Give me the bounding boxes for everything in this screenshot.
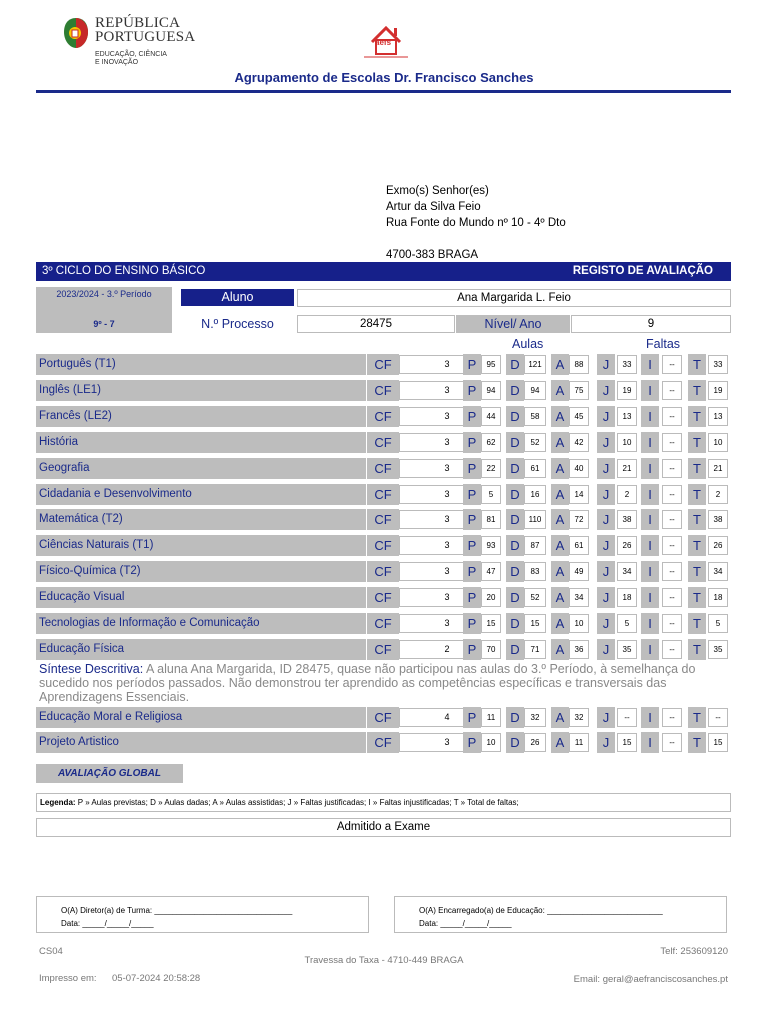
t-value: 26 <box>708 536 728 555</box>
d-value: 71 <box>524 640 546 659</box>
t-value: -- <box>708 708 728 727</box>
j-value: 5 <box>617 614 637 633</box>
j-value: 18 <box>617 588 637 607</box>
j-value: 33 <box>617 355 637 374</box>
t-value: 33 <box>708 355 728 374</box>
i-key: I <box>641 458 659 479</box>
j-key: J <box>597 561 615 582</box>
p-key: P <box>463 561 481 582</box>
t-key: T <box>688 432 706 453</box>
d-value: 52 <box>524 433 546 452</box>
a-key: A <box>551 639 569 660</box>
j-value: 26 <box>617 536 637 555</box>
t-value: 10 <box>708 433 728 452</box>
d-value: 16 <box>524 485 546 504</box>
subject-row <box>36 535 731 556</box>
subject-row <box>36 458 731 479</box>
j-value: -- <box>617 708 637 727</box>
subject-name: Físico-Química (T2) <box>36 561 366 582</box>
cf-value: 3 <box>399 510 495 529</box>
subject-name: Tecnologias de Informação e Comunicação <box>36 613 366 634</box>
d-value: 52 <box>524 588 546 607</box>
p-value: 20 <box>481 588 501 607</box>
i-key: I <box>641 354 659 375</box>
p-key: P <box>463 380 481 401</box>
d-key: D <box>506 707 524 728</box>
printed-label: Impresso em: <box>39 973 97 984</box>
sintese-text: A aluna Ana Margarida, ID 28475, quase não participou nas aulas do 3.º Período, à semelhança do sucedido nos períodos passados. Não demonstrou ter aprendido as competências específicas e transversais das Aprendizagens Essenciais. <box>39 662 696 704</box>
government-logo <box>62 15 196 68</box>
p-value: 5 <box>481 485 501 504</box>
j-value: 13 <box>617 407 637 426</box>
i-key: I <box>641 535 659 556</box>
d-key: D <box>506 587 524 608</box>
j-key: J <box>597 639 615 660</box>
d-value: 110 <box>524 510 546 529</box>
t-value: 38 <box>708 510 728 529</box>
t-key: T <box>688 509 706 530</box>
p-key: P <box>463 613 481 634</box>
processo-label: N.º Processo <box>201 317 274 331</box>
i-value: -- <box>662 510 682 529</box>
a-value: 32 <box>569 708 589 727</box>
subject-name: Cidadania e Desenvolvimento <box>36 484 366 505</box>
i-value: -- <box>662 708 682 727</box>
school-address: Travessa do Taxa - 4710-449 BRAGA <box>304 955 464 966</box>
i-value: -- <box>662 355 682 374</box>
j-value: 34 <box>617 562 637 581</box>
subject-name: Inglês (LE1) <box>36 380 366 401</box>
d-value: 94 <box>524 381 546 400</box>
t-key: T <box>688 707 706 728</box>
cycle-label: 3º CICLO DO ENSINO BÁSICO <box>42 265 206 277</box>
d-key: D <box>506 354 524 375</box>
legend <box>36 793 731 812</box>
subject-name: Educação Física <box>36 639 366 660</box>
ministry-line2: E INOVAÇÃO <box>95 59 139 66</box>
a-value: 49 <box>569 562 589 581</box>
faltas-header: Faltas <box>646 337 681 351</box>
a-value: 34 <box>569 588 589 607</box>
i-value: -- <box>662 433 682 452</box>
t-key: T <box>688 458 706 479</box>
cf-key: CF <box>367 484 399 505</box>
d-key: D <box>506 639 524 660</box>
class-label: 9º - 7 <box>93 319 115 329</box>
p-value: 15 <box>481 614 501 633</box>
i-value: -- <box>662 640 682 659</box>
report-banner <box>36 262 731 281</box>
j-value: 15 <box>617 733 637 752</box>
aluno-label: Aluno <box>181 289 294 306</box>
i-key: I <box>641 406 659 427</box>
subject-row <box>36 732 731 753</box>
p-key: P <box>463 509 481 530</box>
j-key: J <box>597 707 615 728</box>
t-key: T <box>688 380 706 401</box>
p-value: 22 <box>481 459 501 478</box>
a-key: A <box>551 380 569 401</box>
j-value: 10 <box>617 433 637 452</box>
p-key: P <box>463 639 481 660</box>
a-key: A <box>551 587 569 608</box>
p-key: P <box>463 587 481 608</box>
j-key: J <box>597 613 615 634</box>
p-key: P <box>463 535 481 556</box>
d-key: D <box>506 535 524 556</box>
d-value: 87 <box>524 536 546 555</box>
cf-key: CF <box>367 354 399 375</box>
j-key: J <box>597 732 615 753</box>
i-value: -- <box>662 733 682 752</box>
document-code: CS04 <box>39 946 63 957</box>
t-value: 18 <box>708 588 728 607</box>
d-value: 121 <box>524 355 546 374</box>
d-key: D <box>506 458 524 479</box>
subject-row <box>36 639 731 660</box>
j-value: 2 <box>617 485 637 504</box>
a-key: A <box>551 354 569 375</box>
subject-row <box>36 509 731 530</box>
gov-name-line2: PORTUGUESA <box>95 29 196 45</box>
subject-name: Ciências Naturais (T1) <box>36 535 366 556</box>
a-key: A <box>551 613 569 634</box>
header-divider <box>36 90 731 93</box>
d-value: 61 <box>524 459 546 478</box>
subject-row <box>36 380 731 401</box>
subject-row <box>36 406 731 427</box>
recipient-name: Artur da Silva Feio <box>386 201 481 213</box>
i-value: -- <box>662 407 682 426</box>
salutation: Exmo(s) Senhor(es) <box>386 185 489 197</box>
d-key: D <box>506 732 524 753</box>
d-key: D <box>506 432 524 453</box>
cf-key: CF <box>367 732 399 753</box>
a-key: A <box>551 432 569 453</box>
cf-key: CF <box>367 380 399 401</box>
p-key: P <box>463 432 481 453</box>
director-signature-line: O(A) Diretor(a) de Turma: _______________________________ <box>61 906 293 915</box>
school-name: Agrupamento de Escolas Dr. Francisco Sanches <box>234 70 534 85</box>
j-key: J <box>597 509 615 530</box>
cf-value: 3 <box>399 485 495 504</box>
p-value: 10 <box>481 733 501 752</box>
subject-row <box>36 613 731 634</box>
a-key: A <box>551 484 569 505</box>
p-value: 47 <box>481 562 501 581</box>
i-key: I <box>641 732 659 753</box>
i-value: -- <box>662 459 682 478</box>
avaliacao-global-label: AVALIAÇÃO GLOBAL <box>36 764 183 783</box>
a-value: 36 <box>569 640 589 659</box>
d-key: D <box>506 406 524 427</box>
i-value: -- <box>662 536 682 555</box>
cf-key: CF <box>367 509 399 530</box>
p-value: 95 <box>481 355 501 374</box>
a-value: 88 <box>569 355 589 374</box>
subject-row <box>36 707 731 728</box>
i-value: -- <box>662 562 682 581</box>
a-key: A <box>551 535 569 556</box>
subject-row <box>36 484 731 505</box>
p-key: P <box>463 354 481 375</box>
period-class-panel <box>36 287 172 333</box>
p-value: 93 <box>481 536 501 555</box>
aluno-value: Ana Margarida L. Feio <box>297 289 731 307</box>
cf-value: 3 <box>399 355 495 374</box>
sintese-label: Síntese Descritiva: <box>39 662 144 676</box>
j-value: 19 <box>617 381 637 400</box>
cf-value: 3 <box>399 588 495 607</box>
d-key: D <box>506 484 524 505</box>
cf-value: 3 <box>399 407 495 426</box>
a-value: 40 <box>569 459 589 478</box>
a-key: A <box>551 509 569 530</box>
subject-row <box>36 561 731 582</box>
cf-key: CF <box>367 587 399 608</box>
cf-key: CF <box>367 639 399 660</box>
t-key: T <box>688 354 706 375</box>
t-value: 19 <box>708 381 728 400</box>
d-key: D <box>506 613 524 634</box>
p-value: 94 <box>481 381 501 400</box>
cf-key: CF <box>367 613 399 634</box>
i-key: I <box>641 509 659 530</box>
subject-name: Projeto Artistico <box>36 732 366 753</box>
recipient-address <box>386 183 566 263</box>
processo-value: 28475 <box>297 315 455 333</box>
cf-key: CF <box>367 406 399 427</box>
i-value: -- <box>662 381 682 400</box>
t-key: T <box>688 406 706 427</box>
t-key: T <box>688 561 706 582</box>
cf-key: CF <box>367 535 399 556</box>
cf-value: 3 <box>399 433 495 452</box>
p-key: P <box>463 406 481 427</box>
cf-value: 3 <box>399 459 495 478</box>
j-key: J <box>597 354 615 375</box>
i-value: -- <box>662 614 682 633</box>
portugal-emblem-icon <box>62 16 90 50</box>
i-key: I <box>641 432 659 453</box>
a-key: A <box>551 732 569 753</box>
d-value: 26 <box>524 733 546 752</box>
subject-name: Português (T1) <box>36 354 366 375</box>
i-key: I <box>641 639 659 660</box>
a-value: 72 <box>569 510 589 529</box>
cf-value: 3 <box>399 733 495 752</box>
t-value: 34 <box>708 562 728 581</box>
subject-name: Educação Visual <box>36 587 366 608</box>
recipient-street: Rua Fonte do Mundo nº 10 - 4º Dto <box>386 217 566 229</box>
p-value: 70 <box>481 640 501 659</box>
d-key: D <box>506 509 524 530</box>
j-key: J <box>597 587 615 608</box>
cf-key: CF <box>367 458 399 479</box>
p-value: 44 <box>481 407 501 426</box>
t-key: T <box>688 484 706 505</box>
a-key: A <box>551 406 569 427</box>
subject-row <box>36 587 731 608</box>
a-value: 11 <box>569 733 589 752</box>
period-label: 2023/2024 - 3.º Período <box>56 289 152 299</box>
j-key: J <box>597 458 615 479</box>
d-value: 83 <box>524 562 546 581</box>
p-key: P <box>463 707 481 728</box>
report-title: REGISTO DE AVALIAÇÃO <box>572 265 713 277</box>
t-key: T <box>688 587 706 608</box>
guardian-signature-box <box>394 896 727 933</box>
school-logo <box>358 22 414 60</box>
a-value: 61 <box>569 536 589 555</box>
cf-value: 2 <box>399 640 495 659</box>
nivel-label: Nível/ Ano <box>456 315 570 333</box>
a-value: 42 <box>569 433 589 452</box>
legend-text: P » Aulas previstas; D » Aulas dadas; A » Aulas assistidas; J » Faltas justificadas; I » Faltas injustificadas; T » Total de faltas; <box>75 798 519 807</box>
j-key: J <box>597 406 615 427</box>
p-value: 62 <box>481 433 501 452</box>
a-value: 10 <box>569 614 589 633</box>
j-key: J <box>597 535 615 556</box>
j-key: J <box>597 432 615 453</box>
d-key: D <box>506 380 524 401</box>
j-value: 21 <box>617 459 637 478</box>
i-key: I <box>641 484 659 505</box>
i-key: I <box>641 707 659 728</box>
a-key: A <box>551 458 569 479</box>
school-phone: Telf: 253609120 <box>660 946 728 957</box>
a-key: A <box>551 707 569 728</box>
d-value: 15 <box>524 614 546 633</box>
director-signature-box <box>36 896 369 933</box>
subject-name: Francês (LE2) <box>36 406 366 427</box>
j-key: J <box>597 484 615 505</box>
a-key: A <box>551 561 569 582</box>
t-value: 2 <box>708 485 728 504</box>
director-date-line: Data: _____/_____/_____ <box>61 919 154 928</box>
j-value: 38 <box>617 510 637 529</box>
gov-name-line1: REPÚBLICA <box>95 15 181 31</box>
d-value: 58 <box>524 407 546 426</box>
subject-row <box>36 432 731 453</box>
t-value: 35 <box>708 640 728 659</box>
p-key: P <box>463 732 481 753</box>
cf-key: CF <box>367 707 399 728</box>
cf-key: CF <box>367 432 399 453</box>
aulas-header: Aulas <box>512 337 544 351</box>
i-key: I <box>641 380 659 401</box>
printed-date: 05-07-2024 20:58:28 <box>112 973 201 984</box>
school-logo-text: aefs <box>375 38 392 47</box>
i-value: -- <box>662 588 682 607</box>
exam-admission-status: Admitido a Exame <box>36 818 731 837</box>
cf-value: 3 <box>399 536 495 555</box>
t-value: 15 <box>708 733 728 752</box>
j-key: J <box>597 380 615 401</box>
t-value: 5 <box>708 614 728 633</box>
j-value: 35 <box>617 640 637 659</box>
i-value: -- <box>662 485 682 504</box>
subject-name: Matemática (T2) <box>36 509 366 530</box>
ministry-line1: EDUCAÇÃO, CIÊNCIA <box>95 51 167 58</box>
cf-key: CF <box>367 561 399 582</box>
p-key: P <box>463 458 481 479</box>
i-key: I <box>641 613 659 634</box>
a-value: 45 <box>569 407 589 426</box>
sintese-descritiva <box>39 662 729 704</box>
t-key: T <box>688 535 706 556</box>
school-email: Email: geral@aefranciscosanches.pt <box>573 974 728 985</box>
t-key: T <box>688 732 706 753</box>
t-value: 21 <box>708 459 728 478</box>
guardian-date-line: Data: _____/_____/_____ <box>419 919 512 928</box>
t-value: 13 <box>708 407 728 426</box>
a-value: 75 <box>569 381 589 400</box>
subject-name: Geografia <box>36 458 366 479</box>
p-key: P <box>463 484 481 505</box>
i-key: I <box>641 587 659 608</box>
cf-value: 4 <box>399 708 495 727</box>
subject-name: Educação Moral e Religiosa <box>36 707 366 728</box>
guardian-signature-line: O(A) Encarregado(a) de Educação: __________________________ <box>419 906 663 915</box>
cf-value: 3 <box>399 381 495 400</box>
cf-value: 3 <box>399 562 495 581</box>
legend-label: Legenda: <box>40 798 76 807</box>
subject-name: História <box>36 432 366 453</box>
a-value: 14 <box>569 485 589 504</box>
cf-value: 3 <box>399 614 495 633</box>
p-value: 11 <box>481 708 501 727</box>
t-key: T <box>688 613 706 634</box>
t-key: T <box>688 639 706 660</box>
nivel-value: 9 <box>571 315 731 333</box>
d-value: 32 <box>524 708 546 727</box>
p-value: 81 <box>481 510 501 529</box>
d-key: D <box>506 561 524 582</box>
recipient-postal: 4700-383 BRAGA <box>386 249 479 261</box>
subject-row <box>36 354 731 375</box>
i-key: I <box>641 561 659 582</box>
